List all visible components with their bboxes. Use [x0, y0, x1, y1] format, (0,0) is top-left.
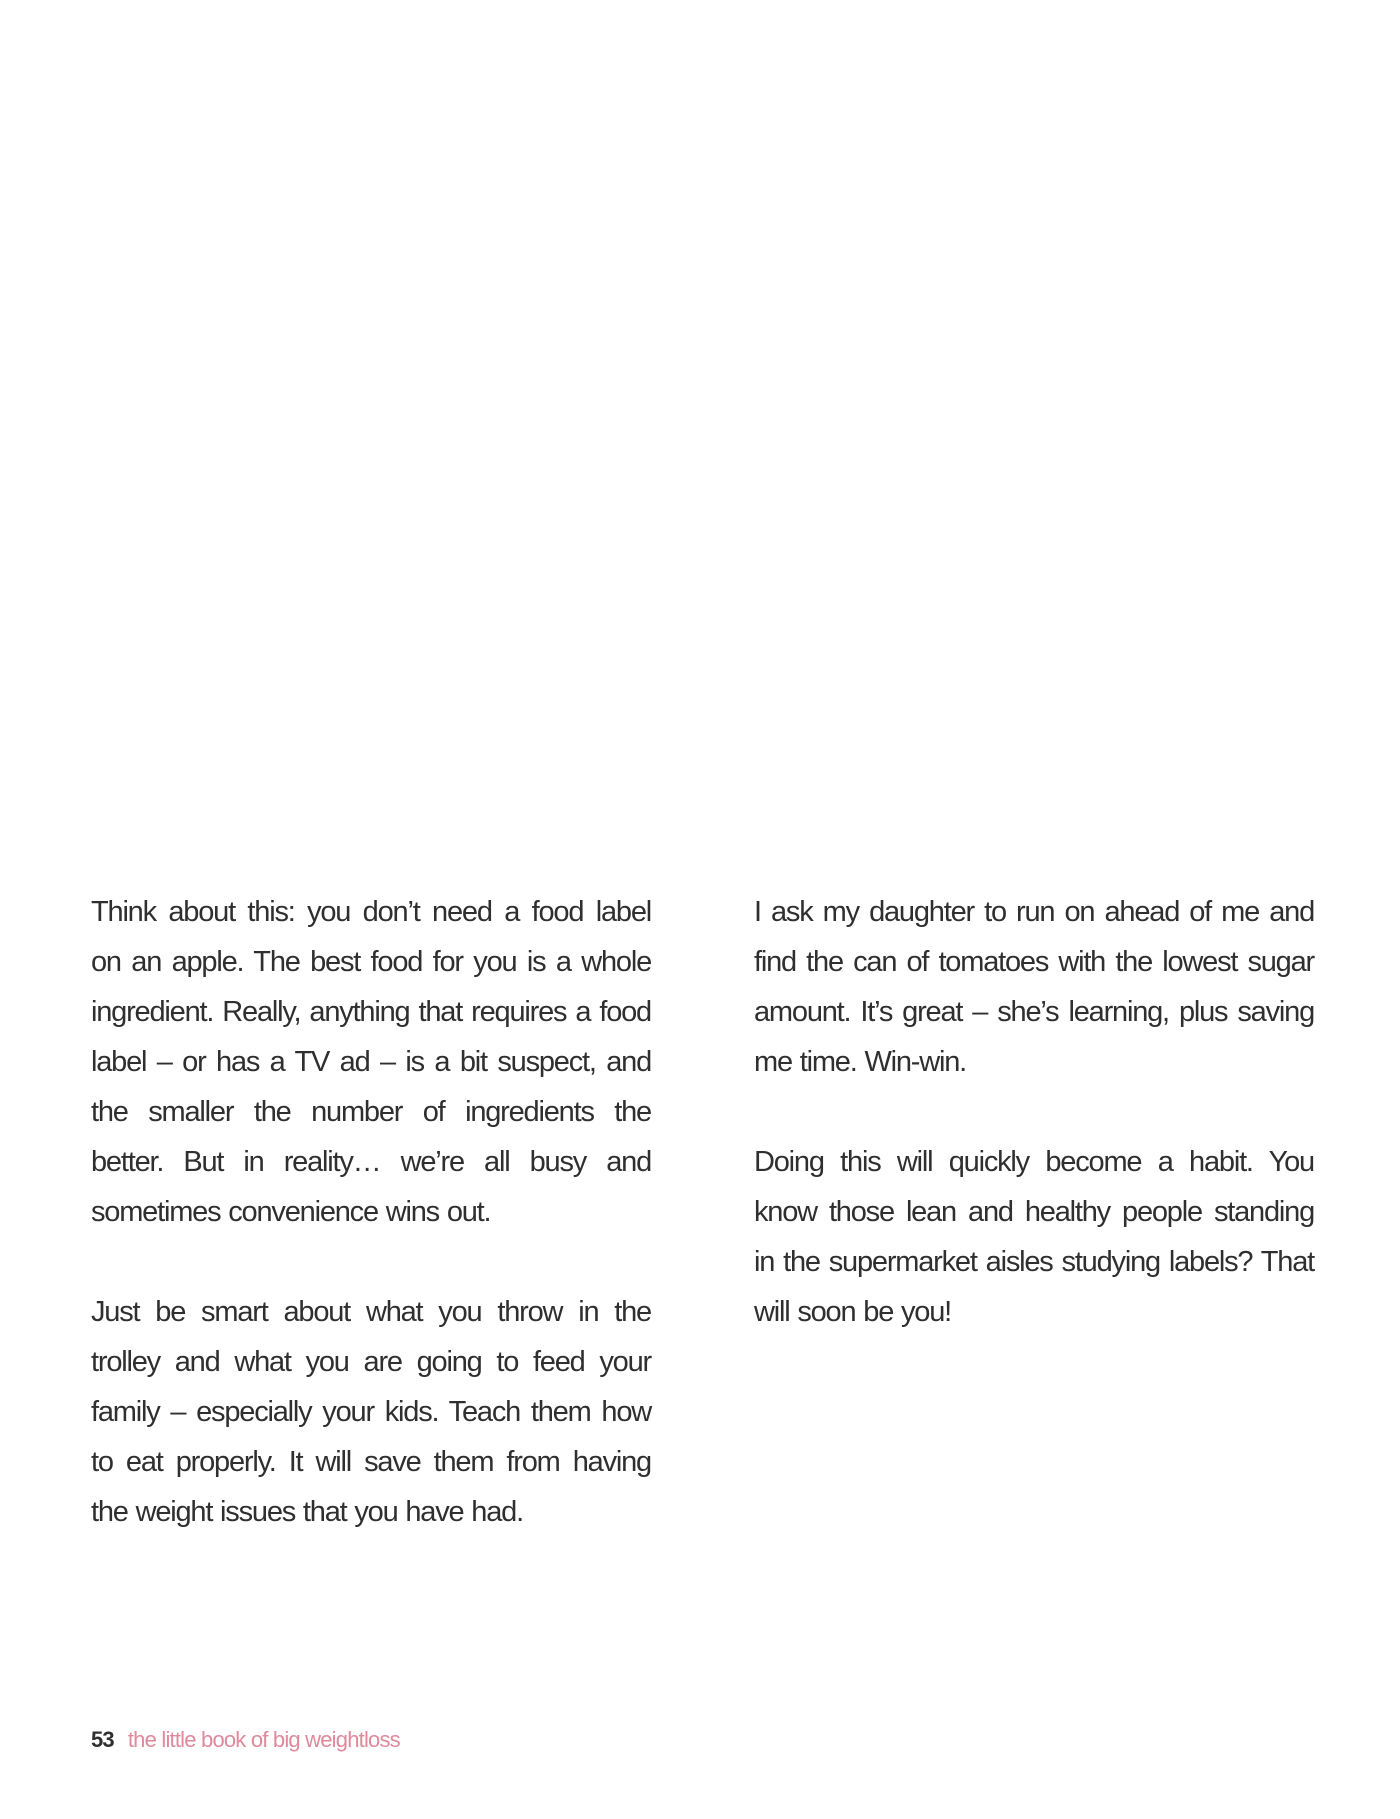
- paragraph-daughter-tomatoes: I ask my daughter to run on ahead of me and find the can of tomatoes with the lowest sugar amount. It’s great – she’s learning, plus saving me time. Win-win.: [754, 896, 1314, 1078]
- paragraph-habit: Doing this will quickly become a habit. You know those lean and healthy people standing in the supermarket aisles studying labels? That will soon be you!: [754, 1146, 1314, 1328]
- paragraph-food-labels: Think about this: you don’t need a food label on an apple. The best food for you is a whole ingredient. Really, anything that requires a food label – or has a TV ad – is a bit suspect, and the smaller the number of ingredients the better. But in reality… we’re all busy and sometimes convenience wins out.: [91, 896, 651, 1228]
- right-text-column: [754, 887, 1314, 1387]
- page-number: 53: [91, 1727, 114, 1752]
- left-text-column: [91, 887, 651, 1587]
- page-footer: [91, 1727, 400, 1753]
- paragraph-smart-shopping: Just be smart about what you throw in the trolley and what you are going to feed your family – especially your kids. Teach them how to eat properly. It will save them from having the weight issues that you have had.: [91, 1296, 651, 1528]
- running-book-title: the little book of big weightloss: [127, 1727, 400, 1752]
